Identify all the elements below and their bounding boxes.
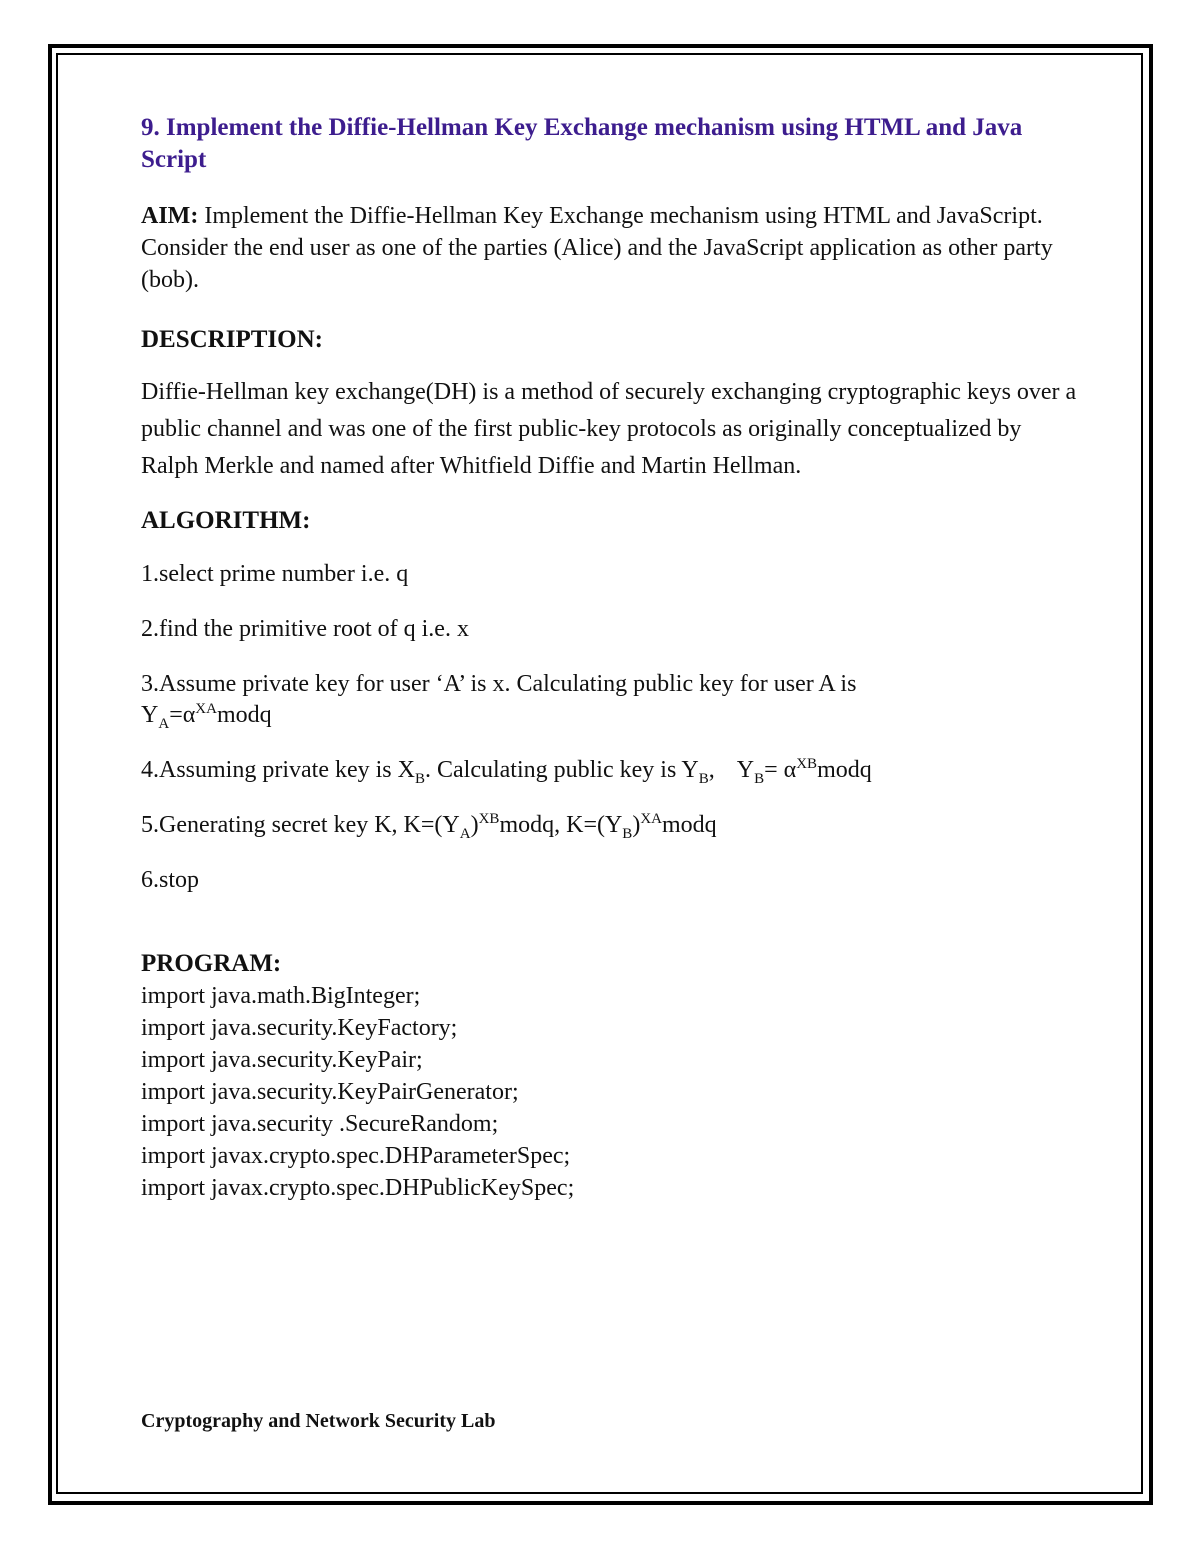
algorithm-step-4 — [141, 755, 1081, 786]
algorithm-heading: ALGORITHM: — [141, 507, 311, 534]
step-5-prefix: 5.Generating secret key K, K=(Y — [141, 812, 460, 838]
program-heading: PROGRAM: — [141, 950, 282, 977]
step-4-y2-sub: B — [754, 770, 765, 787]
step-5-mod: modq — [661, 812, 717, 838]
page-footer: Cryptography and Network Security Lab — [141, 1410, 496, 1432]
document-body — [141, 112, 1081, 1204]
step-5-close2: ) — [632, 812, 641, 838]
algorithm-step-1: 1.select prime number i.e. q — [141, 561, 409, 587]
program-code — [141, 980, 1081, 1204]
code-line: import java.security.KeyFactory; — [141, 1015, 458, 1041]
code-line: import java.security .SecureRandom; — [141, 1111, 499, 1137]
algorithm-step-2: 2.find the primitive root of q i.e. x — [141, 616, 469, 642]
description-text: Diffie-Hellman key exchange(DH) is a method of securely exchanging cryptographic keys over a public channel and was one of the first public-key protocols as originally conceptualized by Ralph Merkle and named after Whitfield Diffie and Martin Hellman. — [141, 379, 1077, 479]
formula-alpha: =α — [169, 702, 196, 728]
step-4-yb-sub: B — [698, 770, 709, 787]
step-5-exp2: XA — [640, 811, 662, 827]
step-4-mod: modq — [817, 757, 872, 783]
formula-sub: A — [158, 715, 170, 732]
page-title: 9. Implement the Diffie-Hellman Key Exchange mechanism using HTML and Java Script — [141, 114, 1023, 173]
code-line: import javax.crypto.spec.DHParameterSpec; — [141, 1143, 571, 1169]
step-4-prefix: 4.Assuming private key is X — [141, 757, 415, 783]
code-line: import java.security.KeyPair; — [141, 1047, 423, 1073]
step-5-mid: modq, K=(Y — [499, 812, 623, 838]
step-5-sub2: B — [622, 825, 633, 842]
step-4-xb-sub: B — [414, 770, 425, 787]
step-4-alpha: = α — [764, 757, 797, 783]
code-line: import java.security.KeyPairGenerator; — [141, 1079, 519, 1105]
aim-label: AIM: — [141, 203, 199, 229]
step-5-close1: ) — [470, 812, 479, 838]
step-4-exp: XB — [796, 756, 818, 772]
formula-mod: modq — [216, 702, 272, 728]
algorithm-step-3 — [141, 669, 1081, 731]
code-line: import java.math.BigInteger; — [141, 983, 421, 1009]
algorithm-step-5 — [141, 810, 1081, 841]
code-line: import javax.crypto.spec.DHPublicKeySpec; — [141, 1175, 575, 1201]
description-heading: DESCRIPTION: — [141, 326, 323, 353]
algorithm-step-6: 6.stop — [141, 867, 200, 893]
step-3-text: 3.Assume private key for user ‘A’ is x. Calculating public key for user A is — [141, 671, 857, 697]
step-5-sub1: A — [459, 825, 471, 842]
aim-text: Implement the Diffie-Hellman Key Exchange mechanism using HTML and JavaScript. Consider the end user as one of the parties (Alice) and the JavaScript application as other party (bob). — [141, 203, 1053, 293]
step-4-comma: , — [708, 757, 715, 783]
step-4-y2: Y — [736, 757, 755, 783]
step-4-mid: . Calculating public key is Y — [425, 757, 699, 783]
step-5-exp1: XB — [478, 811, 500, 827]
aim-paragraph — [141, 200, 1081, 296]
formula-y: Y — [141, 702, 159, 728]
formula-exp: XA — [195, 701, 217, 717]
step-3-formula — [141, 700, 1081, 731]
